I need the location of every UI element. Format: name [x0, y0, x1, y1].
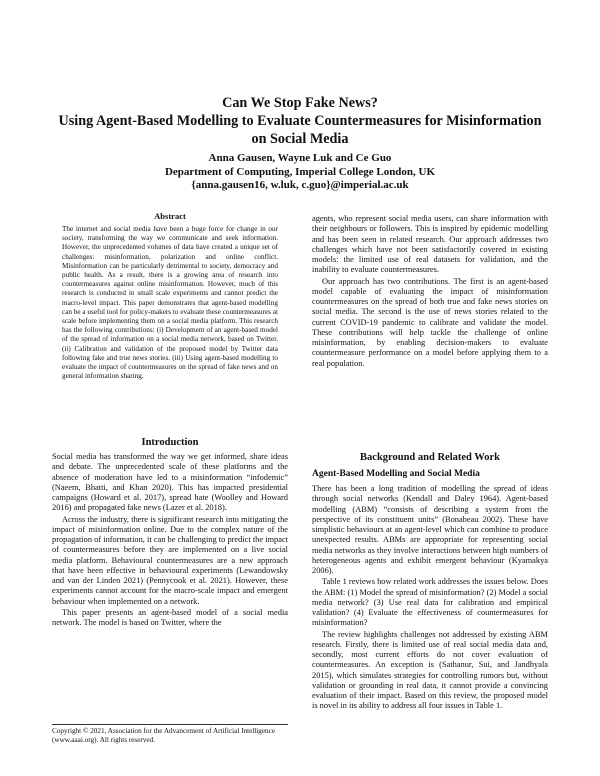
introduction-heading: Introduction	[141, 437, 199, 448]
introduction-section	[52, 437, 288, 448]
intro-paragraph: This paper presents an agent-based model of a social media network. The model is based on Twitter, where the	[52, 607, 288, 627]
background-paragraph: The review highlights challenges not addressed by existing ABM research. Firstly, there is limited use of real social media data and, secondly, most current efforts do not cover evaluation of countermeasures. An exception is (Sathanur, Sui, and Jandhyala 2015), which simulates strategies for controlling rumors but, without validation or grounding in real data, it cannot provide a convincing evaluation of their impact. Based on this review, the proposed model is novel in its ability to address all four issues in Table 1.	[312, 629, 548, 711]
title-line-2: Using Agent-Based Modelling to Evaluate Countermeasures for Misinformation	[58, 113, 542, 129]
author-emails: {anna.gausen16, w.luk, c.guo}@imperial.ac.uk	[191, 179, 409, 191]
abstract-text: The internet and social media have been a huge force for change in our society, transforming the way we communicate and seek information. However, the unprecedented volumes of data have created a unique set of challenges: misinformation, polarization and online conflict. Misinformation can be particularly detrimental to society, democracy and public health. As a result, there is a growing area of research into countermeasures against online misinformation. However, much of this research is conducted in small scale experiments and cannot predict the macro-level impact. This paper demonstrates that agent-based modelling can be a useful tool for policy-makers to evaluate these countermeasures at scale before implementing them on a social media platform. This research has the following contributions: (i) Development of an agent-based model of the spread of information on a social media network, based on Twitter. (ii) Calibration and validation of the proposed model by Twitter data following fake and true news stories. (iii) Using agent-based modelling to evaluate the impact of countermeasures on the spread of fake news and on general information sharing.	[62, 225, 278, 381]
intro-paragraph: Social media has transformed the way we get informed, share ideas and debate. The unprecedented scale of these platforms and the absence of moderation have led to a misinformation “infodemic” (Naeem, Bhatti, and Khan 2020). This has impacted presidential campaigns (Howard et al. 2017), spread hate (Woolley and Howard 2016) and propagated fake news (Lazer et al. 2018).	[52, 452, 288, 513]
introduction-body	[52, 452, 288, 628]
title-line-3: on Social Media	[251, 131, 349, 147]
author-block	[40, 152, 560, 193]
author-affiliation: Department of Computing, Imperial College London, UK	[164, 165, 436, 178]
copyright-footnote: Copyright © 2021, Association for the Advancement of Artificial Intelligence (www.aaai.org). All rights reserved.	[52, 727, 276, 744]
footnote-divider	[52, 724, 288, 725]
right-column-intro	[312, 214, 548, 369]
background-body	[312, 484, 548, 712]
background-paragraph: Table 1 reviews how related work addresses the issues below. Does the ABM: (1) Model the spread of misinformation? (2) Model a social media network? (3) Use real data for calibration and empirical validation? (4) Evaluate the effectiveness of countermeasures for misinformation?	[312, 577, 548, 628]
abm-subheading: Agent-Based Modelling and Social Media	[312, 469, 480, 479]
abm-subsection	[312, 469, 548, 479]
contributions-paragraph: Our approach has two contributions. The first is an agent-based model capable of evaluating the impact of misinformation countermeasures on the spread of both true and fake news stories on social media. The second is the use of news stories related to the current COVID-19 pandemic to calibrate and validate the model. These contributions will help tackle the challenge of online misinformation, by enabling decision-makers to evaluate countermeasure performance on a model before applying them to a real population.	[312, 276, 548, 368]
background-paragraph: There has been a long tradition of modelling the spread of ideas through social networks (Kendall and Daley 1964). Agent-based modelling (ABM) “consists of describing a system from the perspective of its constituent units” (Bonabeau 2002). These have simplistic behaviours at an agent-level which can combine to produce unexpected results. ABMs are appropriate for representing social media networks as they involve interactions between high numbers of heterogeneous agents and exhibit emergent behaviour (Kyamakya 2006).	[312, 484, 548, 575]
background-section	[312, 452, 548, 463]
intro-paragraph: Across the industry, there is significant research into mitigating the impact of misinformation online. Due to the complex nature of the propagation of information, it can be challenging to predict the impact of countermeasures before they are implemented on a live social media platform. Behavioural countermeasures are a new approach that have been effective in behavioural experiments (Lewandowsky and van der Linden 2021) (Pennycook et al. 2021). However, these experiments cannot account for the macro-scale impact and emergent behaviour when implemented on a network.	[52, 514, 288, 606]
paper-title	[40, 94, 560, 148]
background-heading: Background and Related Work	[360, 452, 500, 463]
intro-continued-paragraph: agents, who represent social media users, can share information with their neighbours or followers. This is inspired by epidemic modelling and has been seen in related research. Our approach addresses two challenges which have not been satisfactorily covered in existing models: the limited use of real datasets for validation, and the inability to evaluate countermeasures.	[312, 214, 548, 275]
abstract-heading: Abstract	[154, 211, 186, 221]
author-names: Anna Gausen, Wayne Luk and Ce Guo	[208, 152, 392, 164]
title-line-1: Can We Stop Fake News?	[222, 95, 378, 111]
